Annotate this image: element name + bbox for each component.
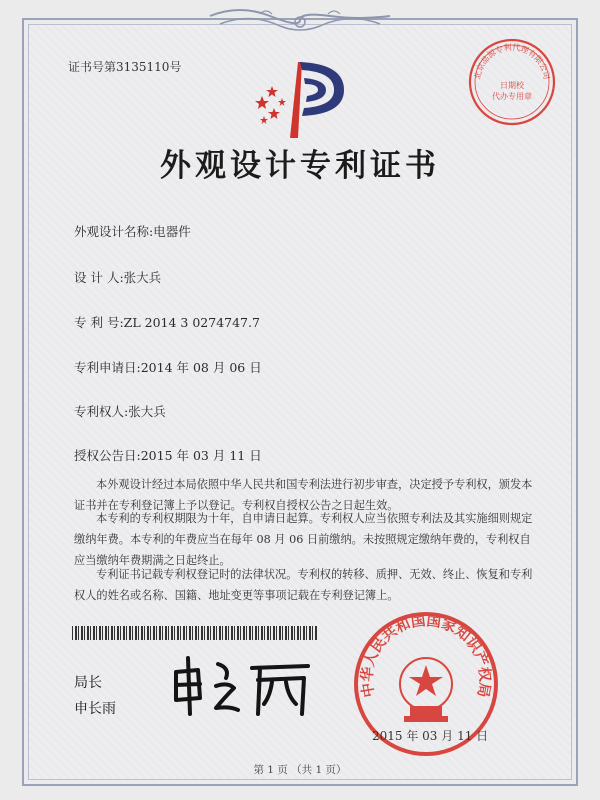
star-icon <box>255 96 269 109</box>
star-icon <box>266 86 278 97</box>
field-value: ZL 2014 3 0274747.7 <box>123 315 260 330</box>
field-label: 专利申请日: <box>74 360 141 375</box>
field-value: 张大兵 <box>128 404 166 419</box>
designer-field <box>74 268 161 286</box>
field-label: 授权公告日: <box>74 448 141 463</box>
star-icon <box>278 98 286 106</box>
page-number: 第 1 页 （共 1 页） <box>253 764 347 776</box>
svg-text:中华人民共和国国家知识产权局: 中华人民共和国国家知识产权局 <box>359 613 493 699</box>
agency-stamp <box>466 36 558 128</box>
field-value: 张大兵 <box>123 270 162 285</box>
star-icon <box>260 116 268 124</box>
field-label: 外观设计名称: <box>74 224 154 239</box>
paragraph-term: 本专利的专利权期限为十年，自申请日起算。专利权人应当依照专利法及其实施细则规定缴纳年费。本专利的年费应当在每年 08 月 06 日前缴纳。未按照规定缴纳年费的，专利权自应当缴纳年费期满之日起终止。 <box>74 512 533 567</box>
director-name: 申长雨 <box>74 701 116 717</box>
certificate-number: 证书号第3135110号 <box>68 60 182 74</box>
field-value: 电器件 <box>153 224 191 239</box>
field-value: 2015 年 03 月 11 日 <box>140 448 262 463</box>
paragraph-legal-status: 专利证书记载专利权登记时的法律状况。专利权的转移、质押、无效、终止、恢复和专利权人的姓名或名称、国籍、地址变更等事项记载在专利登记簿上。 <box>74 568 533 602</box>
svg-text:代办专用章: 代办专用章 <box>492 92 532 101</box>
patent-number-field <box>74 313 260 331</box>
seal-date: 2015 年 03 月 11 日 <box>372 729 489 743</box>
barcode <box>72 626 317 640</box>
svg-text:北京品源专利代理有限公司: 北京品源专利代理有限公司 <box>472 42 552 81</box>
paragraph-grant: 本外观设计经过本局依照中华人民共和国专利法进行初步审查，决定授予专利权，颁发本证书并在专利登记簿上予以登记。专利权自授权公告之日起生效。 <box>74 478 533 512</box>
star-icon <box>268 108 280 119</box>
top-ornament <box>200 6 400 40</box>
page-title: 外观设计专利证书 <box>160 148 440 184</box>
design-name-field <box>74 222 191 240</box>
grant-date-field <box>74 446 262 464</box>
svg-text:日期校: 日期校 <box>500 81 524 90</box>
field-value: 2014 年 08 月 06 日 <box>140 360 262 375</box>
field-label: 设 计 人: <box>74 270 124 285</box>
director-signature <box>168 652 318 722</box>
patentee-field <box>74 402 166 420</box>
application-date-field <box>74 358 262 376</box>
field-label: 专利权人: <box>74 404 129 419</box>
patent-office-logo <box>248 56 358 140</box>
director-title: 局长 <box>74 675 102 691</box>
field-label: 专 利 号: <box>74 315 124 330</box>
